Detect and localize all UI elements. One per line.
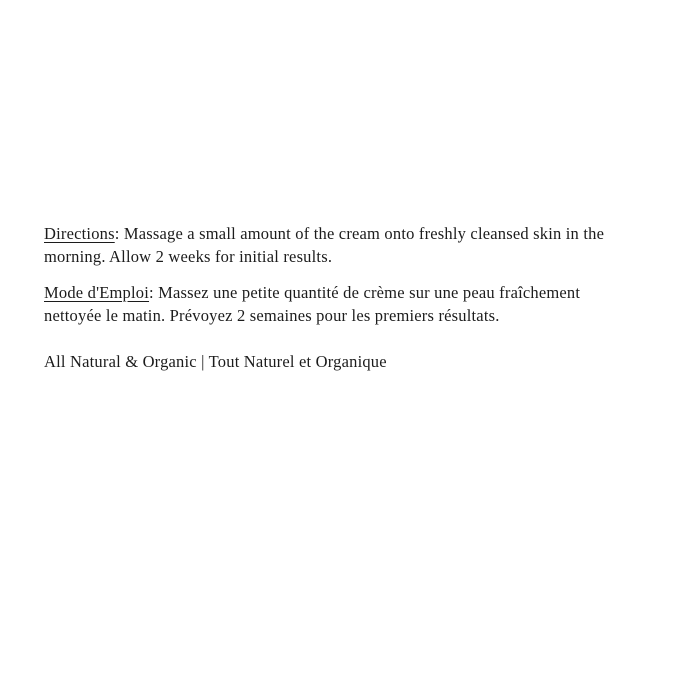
mode-demploi-line1-text: : Massez une petite quantité de crème sur une peau fraîchement [149, 283, 581, 302]
mode-demploi-heading: Mode d'Emploi [44, 283, 150, 302]
mode-demploi-paragraph [44, 281, 654, 327]
all-natural-organic-tagline: All Natural & Organic | Tout Naturel et Organique [44, 352, 387, 371]
directions-heading: Directions [44, 224, 115, 243]
directions-paragraph [44, 222, 654, 268]
mode-demploi-line-1 [44, 283, 580, 302]
product-label-text-block [44, 222, 654, 373]
directions-line-1 [44, 224, 604, 243]
mode-demploi-line-2: nettoyée le matin. Prévoyez 2 semaines pour les premiers résultats. [44, 306, 500, 325]
directions-line1-text: : Massage a small amount of the cream onto freshly cleansed skin in the [114, 224, 605, 243]
directions-line-2: morning. Allow 2 weeks for initial results. [44, 247, 333, 266]
